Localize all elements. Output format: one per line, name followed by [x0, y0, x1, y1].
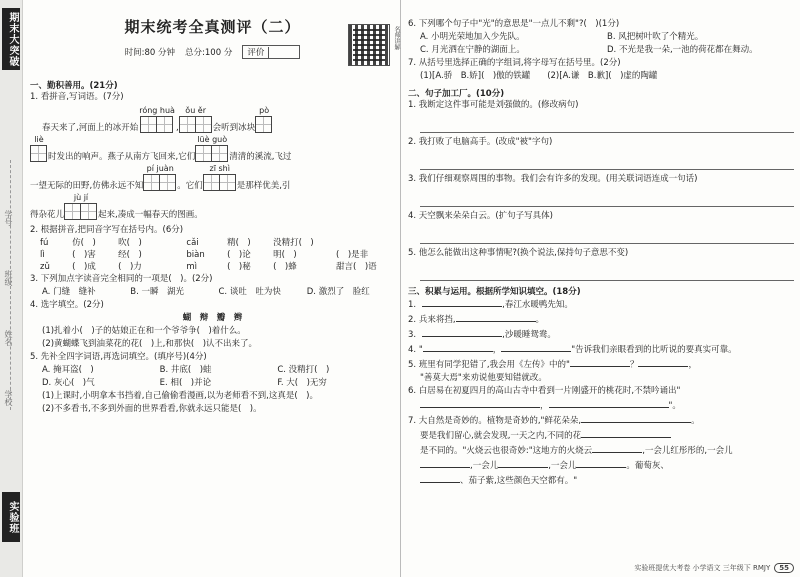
q1-text: 时发出的响声。燕子从南方飞回来,它们 — [48, 152, 196, 162]
q2-pinyin: fú — [40, 238, 49, 248]
q2-grid — [30, 237, 395, 273]
page-footer — [634, 563, 794, 573]
q4-stem: 4. 选字填空。(2分) — [30, 300, 104, 310]
rating-label: 评价 — [247, 48, 265, 58]
s3-item-7-l3 — [408, 443, 794, 458]
pinyin-label: jù jí — [73, 193, 89, 202]
s3-blank[interactable] — [581, 428, 671, 438]
q1-text: 是那样优美,引 — [236, 181, 291, 191]
pinyin-box-lie[interactable] — [31, 135, 47, 162]
s3-text: 要是我们留心 — [420, 431, 472, 441]
q5-stem: 5. 先补全四字词语,再选词填空。(填序号)(4分) — [30, 352, 207, 362]
r-q6-option-d[interactable]: D. 不光是我一朵,一池的荷花都在舞动。 — [607, 45, 758, 55]
s3-item-6-cont: ， "。 — [408, 398, 794, 413]
s2-answer-line-1[interactable] — [420, 122, 794, 133]
s3-item-1 — [408, 297, 794, 312]
q3-option-c[interactable]: C. 谈吐 吐为快 — [218, 287, 281, 297]
q5-option-a[interactable]: A. 掩耳盗( ) — [42, 365, 94, 375]
s3-blank[interactable] — [422, 297, 502, 307]
spine-label-2: 班级 — [4, 270, 13, 286]
q4-item-1[interactable]: (1)扎着小( )子的姑娘正在和一个爷爷争( )着什么。 — [42, 326, 246, 336]
qr-label: 名师讲解 — [393, 26, 400, 50]
s3-blank[interactable] — [501, 342, 571, 352]
q1-stem: 1. 看拼音,写词语。(7分) — [30, 92, 124, 102]
q2-blank[interactable]: 经( ) — [118, 250, 142, 260]
q2-stem: 2. 根据拼音,把同音字写在括号内。(6分) — [30, 225, 184, 235]
q2-pinyin: mì — [186, 262, 198, 272]
s3-blank[interactable] — [570, 357, 630, 367]
s3-text: "。 — [668, 401, 681, 411]
q2-blank[interactable]: 没精打( ) — [273, 238, 314, 248]
pinyin-box-ronghua[interactable] — [139, 106, 175, 133]
section-2-heading: 二、句子加工厂。(10分) — [408, 89, 505, 99]
r-q6-option-c[interactable]: C. 月光洒在宁静的湖面上。 — [420, 45, 525, 55]
s3-text: ,沙暖睡鸳鸯。 — [502, 330, 556, 340]
pinyin-box-pijuan[interactable] — [144, 164, 176, 191]
q2-pinyin: biàn — [186, 250, 205, 260]
q2-pinyin: cǎi — [186, 238, 199, 248]
s3-blank[interactable] — [420, 398, 540, 408]
q2-blank[interactable]: ( )力 — [118, 262, 142, 272]
section-3-heading: 三、积累与运用。根据所学知识填空。(18分) — [408, 287, 581, 297]
s3-text: " — [418, 345, 423, 355]
s3-blank[interactable] — [592, 443, 642, 453]
s3-num: 4. — [408, 345, 417, 355]
s2-answer-line-3[interactable] — [420, 196, 794, 207]
exam-meta — [30, 45, 395, 59]
r-q6-option-b[interactable]: B. 风把树叶吹了个精光。 — [607, 32, 704, 42]
footer-text: 实验班提优大考卷 小学语文 三年级下 RMJY — [634, 564, 771, 572]
q4-chars: 蝴 辩 瓣 辫 — [182, 313, 243, 323]
s2-item-3: 3. 我们仔细观察周围的事物。我们会有许多的发现。(用关联词语连成一句话) — [408, 174, 698, 184]
pinyin-box-ouer[interactable] — [180, 106, 212, 133]
spine-top-mark: 期末大突破 — [2, 8, 20, 70]
q3-stem: 3. 下列加点字读音完全相同的一项是( )。(2分) — [30, 274, 213, 284]
page-number: 55 — [774, 563, 794, 573]
s3-blank[interactable] — [420, 458, 470, 468]
s3-blank[interactable] — [420, 473, 460, 483]
r-q7-stem: 7. 从括号里选择正确的字组词,将字母写在括号里。(2分) — [408, 58, 621, 68]
q2-blank[interactable]: ( )是非 — [336, 250, 369, 260]
pinyin-label: róng huà — [139, 106, 175, 115]
q1-text: 会听到冰块 — [212, 123, 256, 133]
s3-blank[interactable] — [638, 357, 688, 367]
s2-answer-line-4[interactable] — [420, 233, 794, 244]
s3-text: 7. 大自然是奇妙的。植物是奇妙的,"鲜花朵朵, — [408, 416, 582, 426]
q5-options-row-1 — [30, 364, 395, 377]
s3-item-3 — [408, 327, 794, 342]
pinyin-box-juji[interactable] — [65, 193, 97, 220]
q4-item-2[interactable]: (2)黄蝴蝶飞到油菜花的花( )上,和那快( )认不出来了。 — [42, 339, 258, 349]
s3-num: 2. — [408, 315, 417, 325]
s3-item-4: 4. " ， "告诉我们亲眼看到的比听说的要真实可靠。 — [408, 342, 794, 357]
s3-text: ,就会发现,一天之内,不同的花 — [471, 431, 582, 441]
pinyin-box-po[interactable] — [256, 106, 272, 133]
s3-text: ,一会儿 — [548, 461, 577, 471]
q1-text: 一望无际的田野,仿佛永远不知 — [30, 181, 144, 191]
q2-blank[interactable]: ( )成 — [72, 262, 96, 272]
q2-blank[interactable]: 仿( ) — [72, 238, 96, 248]
s3-text: ,春江水暖鸭先知。 — [502, 300, 573, 310]
q1-text: 清清的溪流,飞过 — [229, 152, 292, 162]
s3-item-7-l5 — [408, 473, 794, 488]
q2-blank[interactable]: ( )害 — [72, 250, 96, 260]
s3-text: 兵来将挡, — [418, 315, 456, 325]
s3-item-7-l4 — [408, 458, 794, 473]
pinyin-box-zishi[interactable] — [204, 164, 236, 191]
r-q6-options-2 — [408, 44, 794, 57]
rating-box — [242, 45, 300, 59]
s2-item-4: 4. 天空飘来朵朵白云。(扩句子写具体) — [408, 211, 553, 221]
q2-blank[interactable]: ( )蜂 — [273, 262, 297, 272]
s3-blank[interactable] — [581, 413, 691, 423]
q1-text: 。它们 — [177, 181, 203, 191]
s2-item-1: 1. 我断定这件事可能是刘强做的。(修改病句) — [408, 100, 579, 110]
page-title: 期末统考全真测评（二） — [124, 18, 301, 36]
q1-text: 得杂花儿 — [30, 210, 65, 220]
s3-text: 、茄子紫,这些颜色天空都有。" — [460, 476, 578, 486]
pinyin-label: zī shì — [209, 164, 230, 173]
q5-option-c[interactable]: C. 没精打( ) — [277, 365, 330, 375]
spine-label-4: 学校 — [4, 390, 13, 406]
page-divider — [400, 0, 401, 577]
r-q6-option-a[interactable]: A. 小明光荣地加入少先队。 — [420, 32, 525, 42]
s3-text: 是不同的。"火烧云也很奇妙:"这地方的火烧云 — [420, 446, 593, 456]
q2-blank[interactable]: 精( ) — [227, 238, 251, 248]
section-1-heading: 一、勤积善用。(21分) — [30, 81, 118, 91]
rating-field[interactable] — [268, 47, 295, 58]
q5-item-1[interactable]: (1)上课时,小明拿本书挡着,自己偷偷看漫画,以为老师看不到,这真是( )。 — [42, 391, 318, 401]
exam-score: 总分:100 分 — [185, 48, 233, 58]
s3-item-5-cont: "善莫大焉"来劝说他要知错就改。 — [420, 373, 547, 383]
s3-item-7-l2 — [408, 428, 794, 443]
s3-blank[interactable] — [549, 398, 669, 408]
s3-text: "告诉我们亲眼看到的比听说的要真实可靠。 — [571, 345, 737, 355]
q5-item-2[interactable]: (2)不多看书,不多到外面的世界看看,你就永远只能是( )。 — [42, 404, 262, 414]
s3-blank[interactable] — [498, 458, 548, 468]
s3-text: 5. 班里有同学犯错了,我会用《左传》中的" — [408, 360, 570, 370]
s3-blank[interactable] — [422, 327, 502, 337]
s3-text: 。葡萄灰、 — [626, 461, 669, 471]
s3-text: ,一会儿 — [470, 461, 499, 471]
spine-label-3: 姓名 — [4, 330, 13, 346]
q5-option-b[interactable]: B. 井底( )蛙 — [159, 365, 212, 375]
q5-options-row-2 — [30, 377, 395, 390]
qr-code-icon[interactable] — [348, 24, 390, 66]
spine-cut-line — [10, 160, 11, 410]
r-q6-stem: 6. 下列哪个句子中"光"的意思是"一点儿不剩"?( )(1分) — [408, 19, 620, 29]
q2-blank[interactable]: ( )秘 — [227, 262, 251, 272]
s3-blank[interactable] — [576, 458, 626, 468]
q3-option-d[interactable]: D. 激烈了 脸红 — [306, 287, 370, 297]
pinyin-label: pò — [259, 106, 270, 115]
s3-item-2 — [408, 312, 794, 327]
s3-item-6: 6. 白居易在初夏四月的高山古寺中看到一片刚盛开的桃花时,不禁吟诵出" — [408, 386, 681, 396]
q2-pinyin: zǔ — [40, 262, 50, 272]
q2-blank[interactable]: 吹( ) — [118, 238, 142, 248]
pinyin-label: pí juàn — [146, 164, 174, 173]
s3-num: 1. — [408, 300, 417, 310]
book-spine — [0, 0, 23, 577]
q1-row-2 — [30, 135, 395, 162]
q5-option-e[interactable]: E. 相( )并论 — [159, 378, 212, 388]
s3-item-5: 5. 班里有同学犯错了,我会用《左传》中的" ？ ， — [408, 357, 794, 372]
spine-label-1: 学号 — [4, 210, 13, 226]
q5-option-f[interactable]: F. 大( )无穷 — [277, 378, 327, 388]
s2-answer-line-2[interactable] — [420, 159, 794, 170]
pinyin-label: ǒu ěr — [185, 106, 207, 115]
q3-options — [30, 286, 395, 299]
s3-item-7: 7. 大自然是奇妙的。植物是奇妙的,"鲜花朵朵, 。 — [408, 413, 794, 428]
pinyin-box-lveguo[interactable] — [196, 135, 228, 162]
left-column — [30, 6, 400, 416]
q2-blank[interactable]: 甜言( )语 — [336, 262, 377, 272]
s2-item-2: 2. 我打败了电脑高手。(改成"被"字句) — [408, 137, 553, 147]
spine-bottom-mark: 实验班 — [2, 492, 20, 542]
right-column — [408, 6, 794, 488]
q5-option-d[interactable]: D. 灰心( )气 — [42, 378, 95, 388]
pinyin-label: liè — [34, 135, 44, 144]
s2-item-5: 5. 他怎么能做出这种事情呢?(换个说法,保持句子意思不变) — [408, 248, 629, 258]
r-q7-line[interactable]: (1)[A.骄 B.娇]( )傲的铁罐 (2)[A.谦 B.歉]( )虚的陶罐 — [420, 71, 658, 81]
q1-text: 起来,凑成一幅春天的图画。 — [98, 210, 203, 220]
s3-blank[interactable] — [423, 342, 493, 352]
q3-option-a[interactable]: A. 门缝 缝补 — [42, 287, 96, 297]
q1-row-3 — [30, 164, 395, 191]
exam-time: 时间:80 分钟 — [124, 48, 176, 58]
q1-row-1 — [30, 106, 395, 133]
q3-option-b[interactable]: B. 一瞬 湖光 — [130, 287, 184, 297]
s2-answer-line-5[interactable] — [420, 270, 794, 281]
s3-blank[interactable] — [456, 312, 536, 322]
pinyin-label: lüè guò — [197, 135, 228, 144]
s3-text: ,一会儿红彤彤的,一会儿 — [642, 446, 733, 456]
q2-blank[interactable]: 明( ) — [273, 250, 297, 260]
q2-blank[interactable]: ( )论 — [227, 250, 251, 260]
r-q6-options-1 — [408, 31, 794, 44]
s3-text: 。 — [535, 315, 545, 325]
s3-num: 3. — [408, 330, 417, 340]
q1-text: , — [175, 123, 179, 133]
q1-row-4 — [30, 193, 395, 220]
q1-text: 春天来了,河面上的冰开始 — [42, 123, 139, 133]
q2-pinyin: lì — [40, 250, 45, 260]
